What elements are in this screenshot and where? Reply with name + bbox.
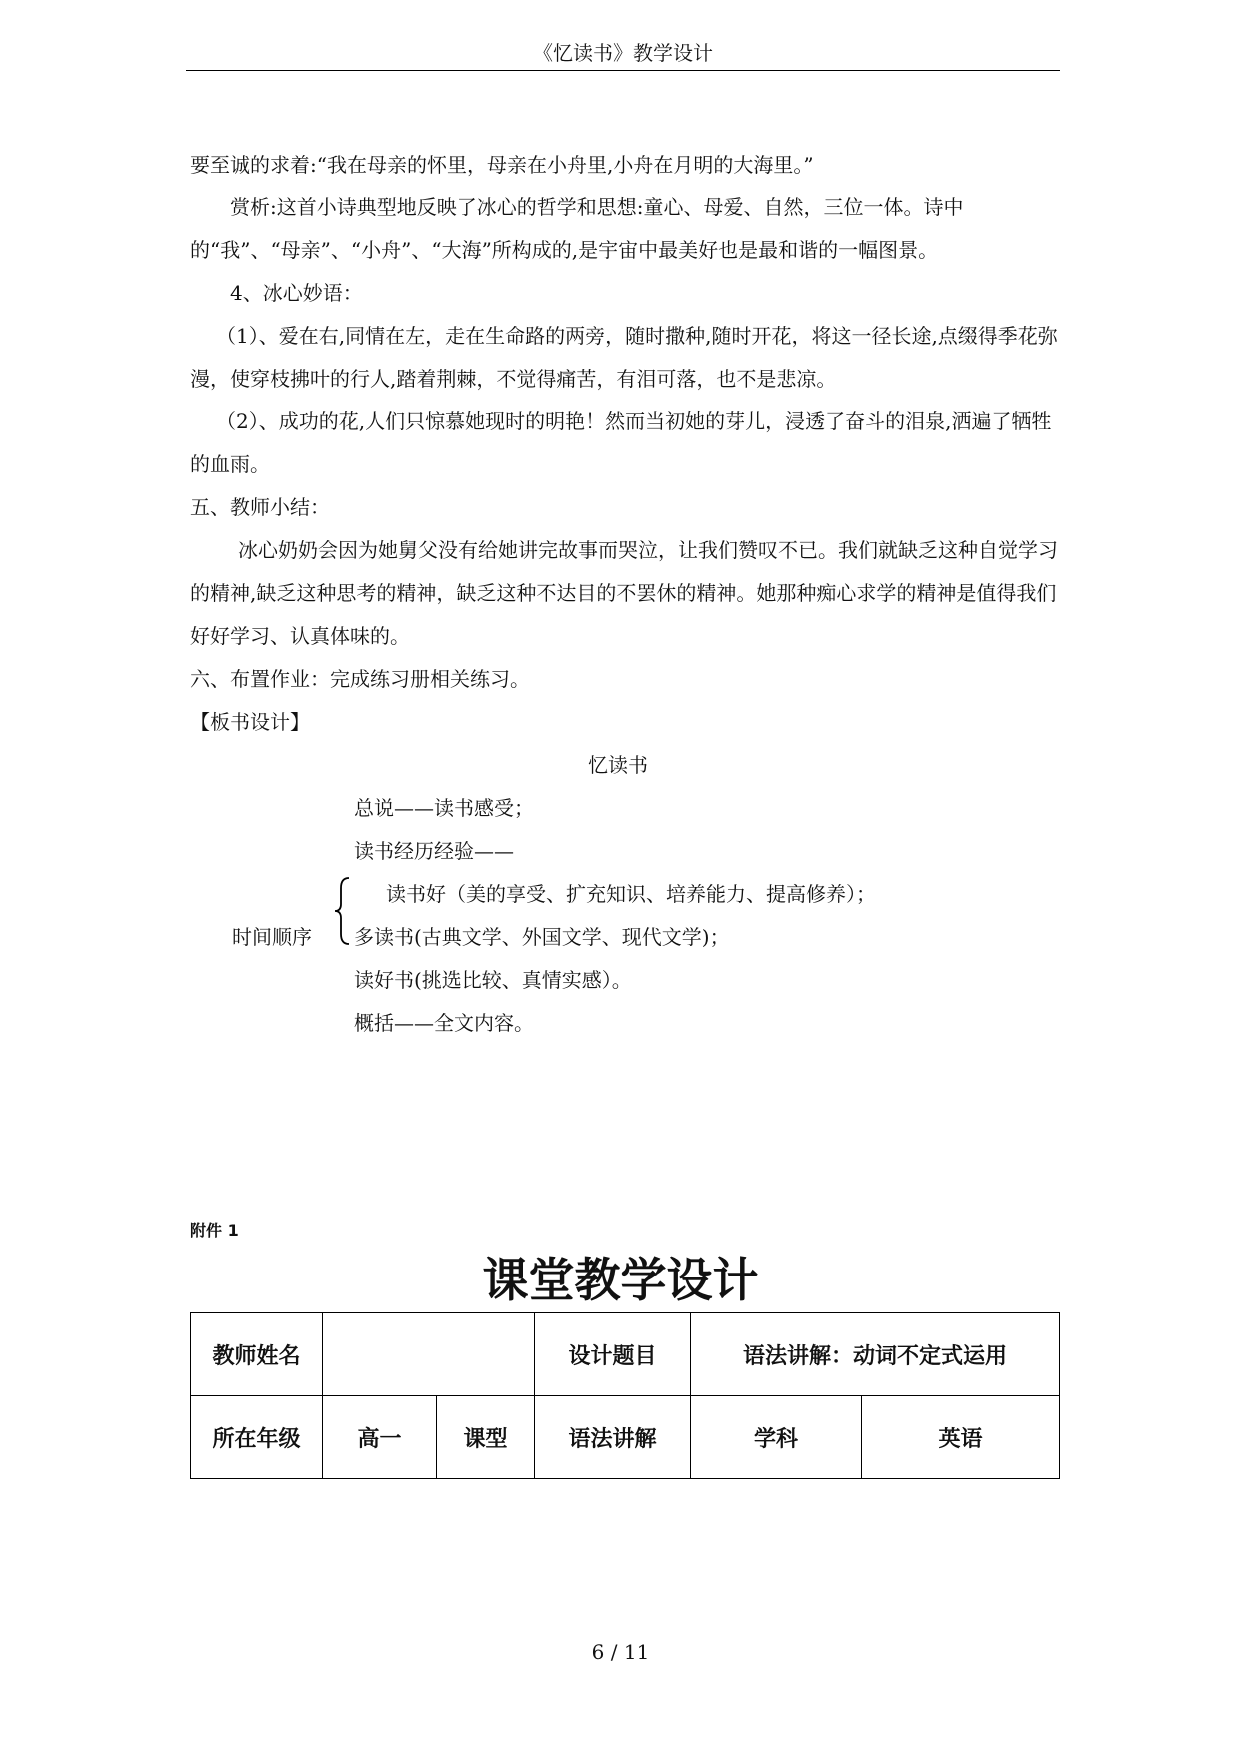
table-row [191, 1396, 1060, 1479]
attachment-label: 附件 1 [190, 1221, 239, 1240]
paragraph-appreciation: 赏析:这首小诗典型地反映了冰心的哲学和思想:童心、母爱、自然，三位一体。诗中的“我”、“母亲”、“小舟”、“大海”所构成的,是宇宙中最美好也是最和谐的一幅图景。 [190, 195, 964, 262]
heading-board-design: 【板书设计】 [190, 710, 310, 734]
subject-label-cell: 学科 [691, 1396, 862, 1479]
board-line-read-well: 读好书(挑选比较、真情实感）。 [354, 968, 632, 992]
board-line-conclusion: 概括——全文内容。 [354, 1011, 534, 1035]
subject-value-cell: 英语 [862, 1396, 1060, 1479]
paragraph-poem-line: 要至诚的求着:“我在母亲的怀里，母亲在小舟里,小舟在月明的大海里。” [190, 153, 814, 177]
heading-teacher-summary: 五、教师小结： [190, 495, 330, 519]
paragraph-summary: 冰心奶奶会因为她舅父没有给她讲完故事而哭泣，让我们赞叹不已。我们就缺乏这种自觉学习的精神,缺乏这种思考的精神，缺乏这种不达目的不罢休的精神。她那种痴心求学的精神是值得我们好好学习、认真体味的。 [190, 538, 1058, 648]
board-title: 忆读书 [588, 753, 648, 777]
heading-homework: 六、布置作业：完成练习册相关练习。 [190, 667, 530, 691]
page-header: 《忆读书》教学设计 [186, 38, 1060, 71]
type-value-cell: 语法讲解 [535, 1396, 691, 1479]
grade-label-cell: 所在年级 [191, 1396, 323, 1479]
board-line-read-good: 读书好（美的享受、扩充知识、培养能力、提高修养）； [386, 882, 876, 906]
type-label-cell: 课型 [437, 1396, 535, 1479]
board-side-label: 时间顺序 [232, 925, 312, 949]
curly-brace-icon [333, 876, 351, 950]
topic-label-cell: 设计题目 [535, 1313, 691, 1396]
paragraph-quote-1: （1）、爱在右,同情在左，走在生命路的两旁，随时撒种,随时开花，将这一径长途,点缀得季花弥漫，使穿枝拂叶的行人,踏着荆棘，不觉得痛苦，有泪可落，也不是悲凉。 [190, 324, 1058, 391]
table-row [191, 1313, 1060, 1396]
board-line-overview: 总说——读书感受； [354, 796, 534, 820]
teacher-value-cell [323, 1313, 535, 1396]
page-number: 6 / 11 [591, 1640, 650, 1664]
teacher-label-cell: 教师姓名 [191, 1313, 323, 1396]
topic-value-cell: 语法讲解：动词不定式运用 [691, 1313, 1060, 1396]
board-line-experience: 读书经历经验—— [354, 839, 514, 863]
board-line-read-more: 多读书(古典文学、外国文学、现代文学)； [354, 925, 730, 949]
heading-bingxin-quotes: 4、冰心妙语： [230, 281, 363, 305]
paragraph-quote-2: （2）、成功的花,人们只惊慕她现时的明艳！然而当初她的芽儿，浸透了奋斗的泪泉,洒遍了牺牲的血雨。 [190, 409, 1052, 476]
design-title: 课堂教学设计 [482, 1253, 759, 1307]
grade-value-cell: 高一 [323, 1396, 437, 1479]
lesson-info-table [190, 1312, 1060, 1479]
